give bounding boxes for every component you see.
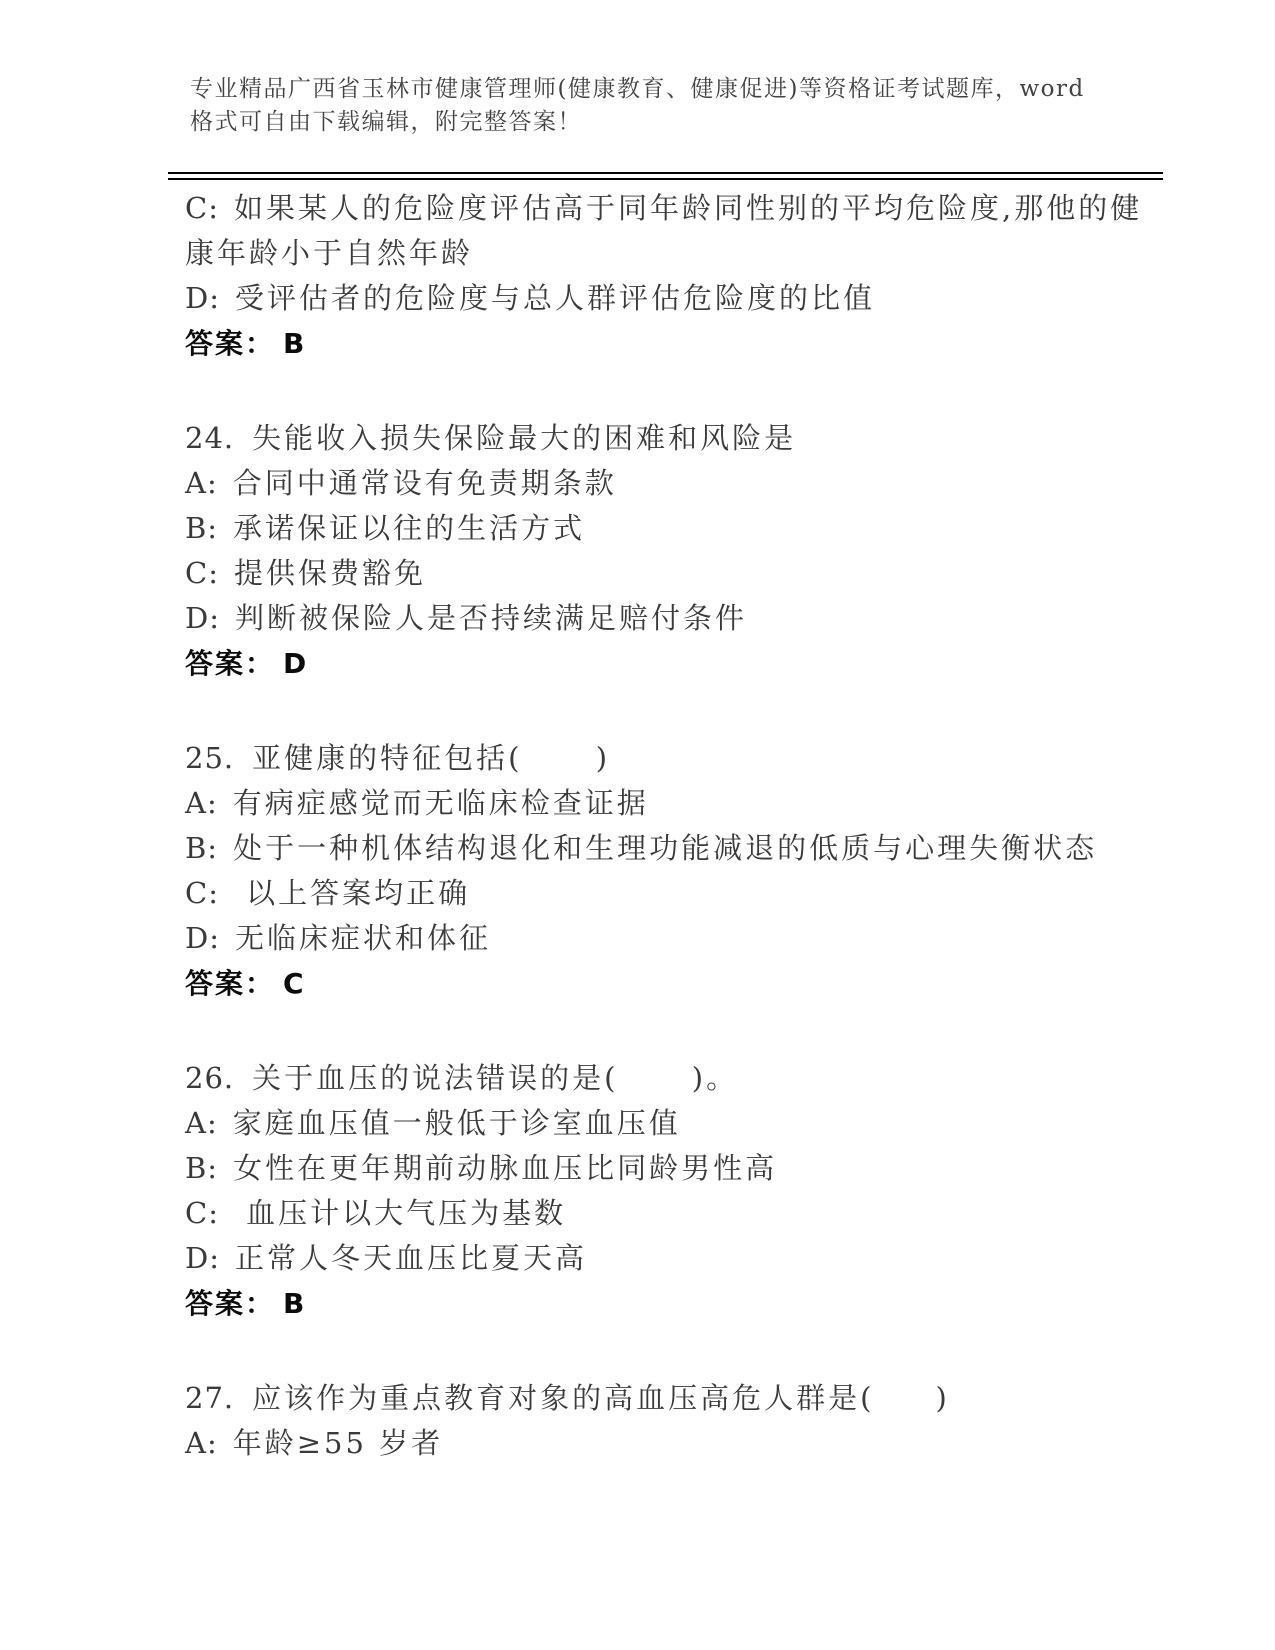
option-text: 无临床症状和体征 (235, 921, 492, 955)
question-stem-line (185, 1376, 1163, 1421)
header-text-line-2: 格式可自由下载编辑，附完整答案！ (190, 109, 582, 135)
option-line (185, 1236, 1163, 1281)
header-rule (168, 172, 1163, 180)
option-text: 承诺保证以往的生活方式 (233, 511, 586, 545)
question-block (168, 736, 1163, 1006)
option-text: 提供保费豁免 (233, 556, 426, 590)
option-text: 受评估者的危险度与总人群评估危险度的比值 (235, 281, 876, 315)
option-line (185, 781, 1163, 826)
option-label: D: (185, 921, 221, 955)
option-text: 康年龄小于自然年龄 (185, 236, 474, 270)
answer-value: C (283, 967, 306, 1000)
question-stem-line (185, 736, 1163, 781)
option-line (185, 551, 1163, 596)
option-label: D: (185, 1241, 221, 1275)
option-label: C: (185, 1196, 219, 1230)
option-line (185, 1146, 1163, 1191)
option-line (185, 1191, 1163, 1236)
option-label: A: (185, 1106, 218, 1140)
option-label: D: (185, 281, 221, 315)
question-block (168, 416, 1163, 686)
answer-value: B (283, 1287, 307, 1320)
option-label: A: (185, 466, 218, 500)
question-block (168, 1376, 1163, 1466)
option-line (185, 276, 1163, 321)
option-label: A: (185, 786, 218, 820)
answer-line (185, 1281, 1163, 1326)
question-stem-text: 应该作为重点教育对象的高血压高危人群是( ) (252, 1381, 950, 1415)
option-line (185, 461, 1163, 506)
option-text: 女性在更年期前动脉血压比同龄男性高 (233, 1151, 778, 1185)
option-wrap-line (185, 231, 1163, 276)
option-line (185, 186, 1163, 231)
option-text: 家庭血压值一般低于诊室血压值 (232, 1106, 681, 1140)
option-text: 正常人冬天血压比夏天高 (235, 1241, 588, 1275)
option-label: C: (185, 191, 219, 225)
option-label: B: (185, 831, 219, 865)
option-line (185, 506, 1163, 551)
option-line (185, 1421, 1163, 1466)
option-text: 年龄≥55 岁者 (232, 1426, 444, 1460)
question-stem-line (185, 416, 1163, 461)
option-text: 血压计以大气压为基数 (233, 1196, 567, 1230)
answer-line (185, 641, 1163, 686)
question-number: 26. (185, 1061, 235, 1095)
answer-value: B (283, 327, 307, 360)
option-text: 判断被保险人是否持续满足赔付条件 (235, 601, 748, 635)
answer-label: 答案： (185, 327, 276, 360)
questions-area (168, 186, 1163, 1466)
option-line (185, 826, 1163, 871)
option-label: C: (185, 556, 219, 590)
question-block (168, 186, 1163, 366)
question-stem-text: 亚健康的特征包括( ) (252, 741, 611, 775)
option-label: A: (185, 1426, 218, 1460)
option-line (185, 1101, 1163, 1146)
question-stem-text: 关于血压的说法错误的是( )。 (252, 1061, 739, 1095)
option-label: D: (185, 601, 221, 635)
option-text: 处于一种机体结构退化和生理功能减退的低质与心理失衡状态 (233, 831, 1098, 865)
answer-value: D (283, 647, 309, 680)
page-header (168, 73, 1163, 139)
option-text: 有病症感觉而无临床检查证据 (232, 786, 649, 820)
option-label: B: (185, 1151, 219, 1185)
question-stem-text: 失能收入损失保险最大的困难和风险是 (252, 421, 797, 455)
question-number: 27. (185, 1381, 235, 1415)
option-text: 以上答案均正确 (233, 876, 471, 910)
option-line (185, 596, 1163, 641)
question-stem-line (185, 1056, 1163, 1101)
question-number: 24. (185, 421, 235, 455)
answer-line (185, 321, 1163, 366)
question-block (168, 1056, 1163, 1326)
answer-label: 答案： (185, 1287, 276, 1320)
option-line (185, 871, 1163, 916)
question-number: 25. (185, 741, 235, 775)
option-line (185, 916, 1163, 961)
answer-label: 答案： (185, 647, 276, 680)
option-label: B: (185, 511, 219, 545)
header-text-line-1: 专业精品广西省玉林市健康管理师(健康教育、健康促进)等资格证考试题库，word (190, 76, 1085, 102)
option-label: C: (185, 876, 219, 910)
answer-line (185, 961, 1163, 1006)
option-text: 如果某人的危险度评估高于同年龄同性别的平均危险度,那他的健 (233, 191, 1143, 225)
option-text: 合同中通常设有免责期条款 (232, 466, 617, 500)
answer-label: 答案： (185, 967, 276, 1000)
